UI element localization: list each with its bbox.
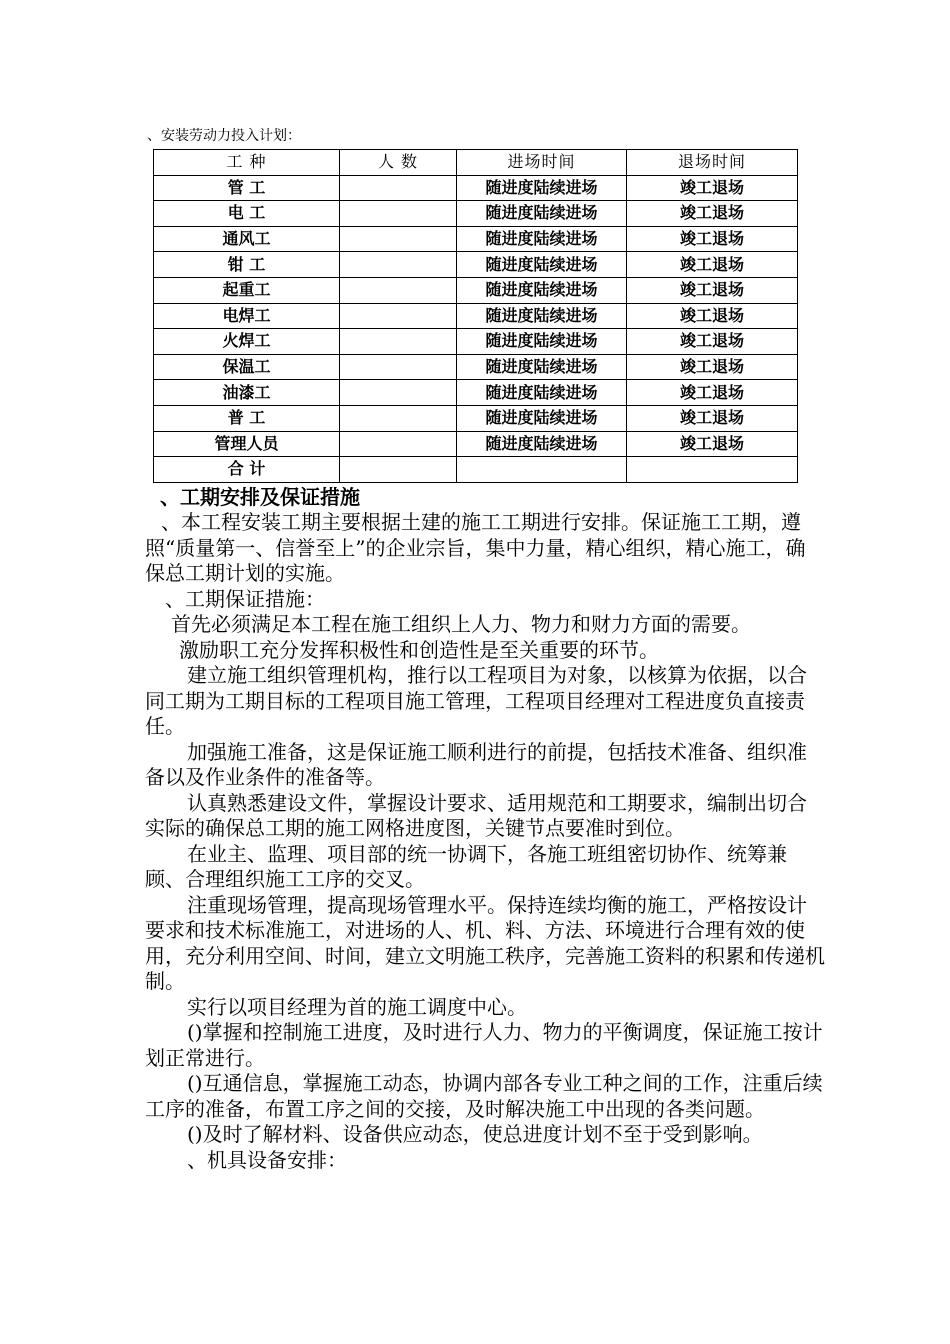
cell-trade: 起重工 — [154, 277, 340, 303]
cell-count — [340, 226, 457, 252]
cell-exit: 竣工退场 — [627, 329, 798, 355]
header-exit-time: 退场时间 — [627, 150, 798, 176]
table-row — [154, 201, 798, 227]
header-trade: 工 种 — [154, 150, 340, 176]
paragraph: 在业主、监理、项目部的统一协调下，各施工班组密切协作、统筹兼顾、合理组织施工工序的交叉。 — [145, 841, 787, 891]
paragraph: 注重现场管理，提高现场管理水平。保持连续均衡的施工，严格按设计要求和技术标准施工，对进场的人、机、料、方法、环境进行合理有效的使用，充分利用空间、时间，建立文明施工秩序，完善施工资料的积累和传递机制。 — [145, 892, 825, 993]
cell-trade: 电 工 — [154, 201, 340, 227]
cell-trade: 普 工 — [154, 405, 340, 431]
cell-count — [340, 252, 457, 278]
cell-trade: 钳 工 — [154, 252, 340, 278]
table-row — [154, 252, 798, 278]
cell-entry: 随进度陆续进场 — [457, 175, 627, 201]
cell-trade: 管理人员 — [154, 431, 340, 457]
paragraph: ()掌握和控制施工进度，及时进行人力、物力的平衡调度，保证施工按计划正常进行。 — [145, 1020, 823, 1070]
paragraph: 认真熟悉建设文件，掌握设计要求、适用规范和工期要求，编制出切合实际的确保总工期的施工网格进度图，关键节点要准时到位。 — [145, 790, 807, 840]
cell-exit: 竣工退场 — [627, 431, 798, 457]
body-text — [145, 510, 825, 1173]
cell-entry: 随进度陆续进场 — [457, 329, 627, 355]
cell-entry: 随进度陆续进场 — [457, 380, 627, 406]
table-header-row — [154, 150, 798, 176]
paragraph: 激励职工充分发挥积极性和创造性是至关重要的环节。 — [179, 637, 659, 662]
cell-trade: 通风工 — [154, 226, 340, 252]
table-row — [154, 226, 798, 252]
cell-count — [340, 457, 457, 483]
paragraph: 、机具设备安排： — [187, 1147, 347, 1172]
cell-exit: 竣工退场 — [627, 175, 798, 201]
cell-trade: 管 工 — [154, 175, 340, 201]
header-count: 人 数 — [340, 150, 457, 176]
cell-trade: 火焊工 — [154, 329, 340, 355]
header-entry-time: 进场时间 — [457, 150, 627, 176]
paragraph: 实行以项目经理为首的施工调度中心。 — [187, 994, 527, 1019]
cell-entry: 随进度陆续进场 — [457, 277, 627, 303]
cell-entry: 随进度陆续进场 — [457, 303, 627, 329]
paragraph: ()及时了解材料、设备供应动态，使总进度计划不至于受到影响。 — [187, 1122, 763, 1146]
cell-count — [340, 277, 457, 303]
cell-exit: 竣工退场 — [627, 380, 798, 406]
cell-exit: 竣工退场 — [627, 277, 798, 303]
cell-count — [340, 329, 457, 355]
cell-trade: 电焊工 — [154, 303, 340, 329]
table-row — [154, 175, 798, 201]
cell-entry — [457, 457, 627, 483]
cell-exit: 竣工退场 — [627, 201, 798, 227]
table-row — [154, 303, 798, 329]
cell-count — [340, 354, 457, 380]
table-total-row — [154, 457, 798, 483]
paragraph: 建立施工组织管理机构，推行以工程项目为对象，以核算为依据，以合同工期为工期目标的工程项目施工管理，工程项目经理对工程进度负直接责任。 — [145, 663, 807, 738]
cell-entry: 随进度陆续进场 — [457, 354, 627, 380]
cell-exit: 竣工退场 — [627, 405, 798, 431]
cell-exit — [627, 457, 798, 483]
table-caption: 、安装劳动力投入计划： — [147, 128, 301, 144]
cell-entry: 随进度陆续进场 — [457, 431, 627, 457]
cell-count — [340, 303, 457, 329]
cell-trade: 油漆工 — [154, 380, 340, 406]
cell-count — [340, 380, 457, 406]
paragraph: 、本工程安装工期主要根据土建的施工工期进行安排。保证施工工期，遵照“质量第一、信誉至上”的企业宗旨，集中力量，精心组织，精心施工，确保总工期计划的实施。 — [145, 510, 806, 585]
table-row — [154, 405, 798, 431]
cell-exit: 竣工退场 — [627, 303, 798, 329]
cell-entry: 随进度陆续进场 — [457, 252, 627, 278]
cell-entry: 随进度陆续进场 — [457, 201, 627, 227]
paragraph: 首先必须满足本工程在施工组织上人力、物力和财力方面的需要。 — [171, 612, 751, 636]
cell-trade: 保温工 — [154, 354, 340, 380]
cell-entry: 随进度陆续进场 — [457, 226, 627, 252]
paragraph: 加强施工准备，这是保证施工顺利进行的前提，包括技术准备、组织准备以及作业条件的准备等。 — [145, 739, 807, 789]
cell-exit: 竣工退场 — [627, 252, 798, 278]
cell-count — [340, 201, 457, 227]
table-row — [154, 277, 798, 303]
table-row — [154, 329, 798, 355]
section-heading: 、工期安排及保证措施 — [160, 485, 360, 509]
cell-exit: 竣工退场 — [627, 226, 798, 252]
cell-entry: 随进度陆续进场 — [457, 405, 627, 431]
cell-count — [340, 175, 457, 201]
cell-count — [340, 405, 457, 431]
table-row — [154, 354, 798, 380]
labor-plan-table — [153, 149, 798, 483]
cell-trade: 合 计 — [154, 457, 340, 483]
table-row — [154, 380, 798, 406]
cell-count — [340, 431, 457, 457]
paragraph: 、工期保证措施： — [165, 586, 325, 611]
paragraph: ()互通信息，掌握施工动态，协调内部各专业工种之间的工作，注重后续工序的准备，布置工序之间的交接，及时解决施工中出现的各类问题。 — [145, 1071, 823, 1121]
cell-exit: 竣工退场 — [627, 354, 798, 380]
table-row — [154, 431, 798, 457]
